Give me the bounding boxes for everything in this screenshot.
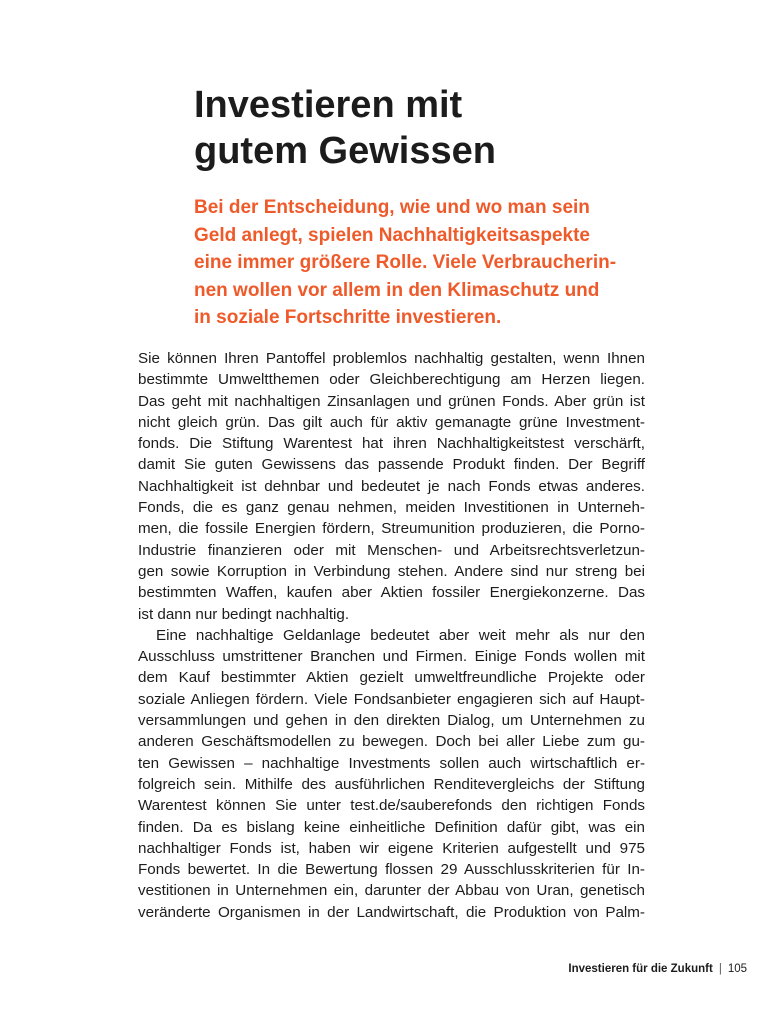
- text-line: Sie können Ihren Pantoffel problemlos nachhaltig gestalten, wenn Ihnen: [138, 350, 645, 367]
- text-line: folgreich sein. Mithilfe des ausführlichen Renditevergleichs der Stiftung: [138, 775, 645, 793]
- page-footer: [568, 963, 747, 975]
- text-line: soziale Anliegen fördern. Viele Fondsanbieter engagieren sich auf Haupt-: [138, 690, 645, 708]
- text-line: ist dann nur bedingt nachhaltig.: [138, 605, 350, 623]
- text-line: nachhaltiger Fonds ist, haben wir eigene Kriterien aufgestellt und 975: [138, 839, 645, 857]
- text-line: finden. Da es bislang keine einheitliche Definition dafür gibt, was ein: [138, 818, 645, 836]
- lead-line: Bei der Entscheidung, wie und wo man sein: [194, 197, 590, 218]
- title-line: gutem Gewissen: [194, 130, 496, 172]
- text-line: dem Kauf bestimmter Aktien gezielt umweltfreundliche Projekte oder: [138, 669, 645, 687]
- text-line: Nachhaltigkeit ist dehnbar und bedeutet je nach Fonds etwas anderes.: [138, 477, 645, 495]
- text-line: bestimmte Umweltthemen oder Gleichberechtigung am Herzen liegen.: [138, 371, 645, 389]
- lead-line: in soziale Fortschritte investieren.: [194, 307, 502, 328]
- text-line: Fonds bewertet. In die Bewertung flossen 29 Ausschlusskriterien für In-: [138, 861, 645, 879]
- text-line: versammlungen und gehen in den direkten Dialog, um Unternehmen zu: [138, 712, 645, 730]
- text-line: bestimmten Waffen, kaufen aber Aktien fossiler Energiekonzerne. Das: [138, 584, 645, 602]
- body-text: [138, 348, 645, 923]
- text-line: veränderte Organismen in der Landwirtschaft, die Produktion von Palm-: [138, 903, 645, 921]
- title-line: Investieren mit: [194, 84, 463, 126]
- footer-separator: |: [718, 963, 722, 975]
- paragraph-2: [138, 625, 645, 923]
- page-number: 105: [727, 963, 747, 975]
- text-line: fonds. Die Stiftung Warentest hat ihren Nachhaltigkeitstest verschärft,: [138, 435, 645, 453]
- text-line: Das geht mit nachhaltigen Zinsanlagen und grünen Fonds. Aber grün ist: [138, 392, 645, 410]
- page-title: [194, 82, 496, 174]
- text-line: Fonds, die es ganz genau nehmen, meiden Investitionen in Unterneh-: [138, 499, 645, 517]
- text-line: vestitionen in Unternehmen ein, darunter der Abbau von Uran, genetisch: [138, 882, 645, 900]
- text-line: anderen Geschäftsmodellen zu bewegen. Doch bei aller Liebe zum gu-: [138, 733, 645, 751]
- lead-line: Geld anlegt, spielen Nachhaltigkeitsaspekte: [194, 224, 590, 246]
- footer-section-title: Investieren für die Zukunft: [568, 963, 713, 975]
- text-line: damit Sie guten Gewissens das passende Produkt finden. Der Begriff: [138, 456, 645, 474]
- text-line: Eine nachhaltige Geldanlage bedeutet aber weit mehr als nur den: [156, 626, 645, 644]
- lead-paragraph: [194, 194, 654, 332]
- text-line: Warentest können Sie unter test.de/sauberefonds den richtigen Fonds: [138, 797, 645, 815]
- lead-line: eine immer größere Rolle. Viele Verbraucherin-: [194, 252, 617, 273]
- text-line: Industrie finanzieren oder mit Menschen- und Arbeitsrechtsverletzun-: [138, 541, 645, 559]
- text-line: nicht gleich grün. Das gilt auch für aktiv gemanagte grüne Investment-: [138, 413, 645, 431]
- text-line: gen sowie Korruption in Verbindung stehen. Andere sind nur streng bei: [138, 562, 645, 580]
- lead-line: nen wollen vor allem in den Klimaschutz und: [194, 279, 600, 301]
- text-line: men, die fossile Energien fördern, Streumunition produzieren, die Porno-: [138, 520, 645, 538]
- paragraph-1: [138, 348, 645, 625]
- text-line: Ausschluss umstrittener Branchen und Firmen. Einige Fonds wollen mit: [138, 648, 645, 666]
- text-line: ten Gewissen – nachhaltige Investments sollen auch wirtschaftlich er-: [138, 754, 645, 772]
